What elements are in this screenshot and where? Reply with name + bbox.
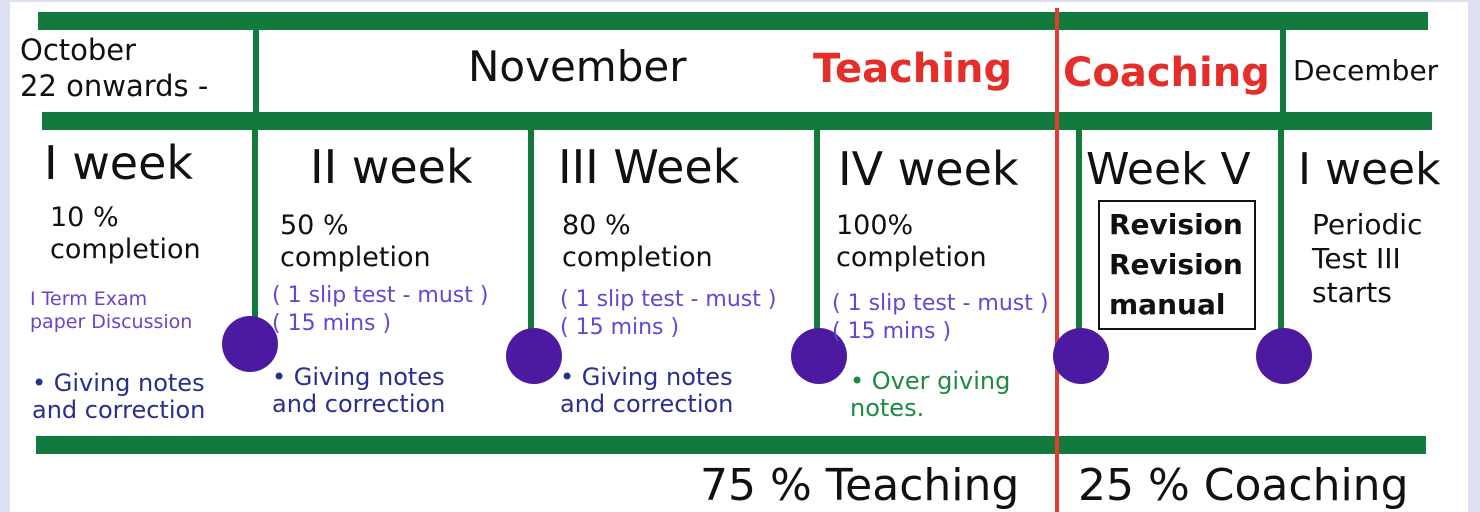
milestone-dot	[1053, 328, 1109, 384]
bottom-bar	[36, 436, 1426, 454]
week-divider	[1278, 130, 1284, 356]
week-2-slip-test: ( 1 slip test - must ) ( 15 mins )	[272, 283, 489, 336]
milestone-dot	[1256, 328, 1312, 384]
week-5-title: Week V	[1086, 144, 1251, 195]
week-4-note: • Over giving notes.	[850, 367, 1011, 422]
week-4-completion: 100% completion	[836, 210, 987, 273]
week-2-note: • Giving notes and correction	[272, 363, 446, 418]
milestone-dot	[222, 316, 278, 372]
timeline-diagram	[10, 2, 1468, 512]
week-1-exam-note: I Term Exam paper Discussion	[30, 288, 193, 333]
middle-bar	[42, 112, 1432, 130]
week-4-slip-test: ( 1 slip test - must ) ( 15 mins )	[832, 291, 1049, 344]
month-november: November	[468, 42, 687, 91]
coaching-label: Coaching	[1063, 50, 1270, 96]
week-1-title: I week	[44, 136, 194, 190]
week-3-title: III Week	[558, 140, 740, 194]
header-divider	[253, 30, 259, 112]
week-1-note: • Giving notes and correction	[32, 369, 206, 424]
top-bar	[38, 12, 1428, 30]
week-4-title: IV week	[838, 142, 1019, 196]
periodic-test-note: Periodic Test III starts	[1312, 208, 1423, 309]
month-december: December	[1293, 54, 1439, 87]
start-label: October 22 onwards -	[20, 33, 209, 103]
week-2-completion: 50 % completion	[280, 210, 431, 273]
revision-box	[1098, 200, 1256, 330]
milestone-dot	[506, 328, 562, 384]
week-divider	[814, 130, 820, 356]
week-3-slip-test: ( 1 slip test - must ) ( 15 mins )	[560, 287, 777, 340]
week-3-completion: 80 % completion	[562, 210, 713, 273]
teaching-coaching-divider	[1055, 8, 1059, 512]
december-week-1-title: I week	[1298, 144, 1441, 195]
week-3-note: • Giving notes and correction	[560, 363, 734, 418]
week-2-title: II week	[310, 140, 473, 194]
revision-text: Revision Revision manual	[1109, 208, 1243, 321]
teaching-label: Teaching	[813, 46, 1013, 92]
week-1-completion: 10 % completion	[50, 202, 201, 265]
week-divider	[528, 130, 534, 356]
week-divider	[1076, 130, 1082, 356]
coaching-share: 25 % Coaching	[1078, 460, 1409, 511]
teaching-share: 75 % Teaching	[700, 460, 1020, 511]
week-divider	[252, 130, 258, 342]
header-divider	[1280, 30, 1286, 112]
